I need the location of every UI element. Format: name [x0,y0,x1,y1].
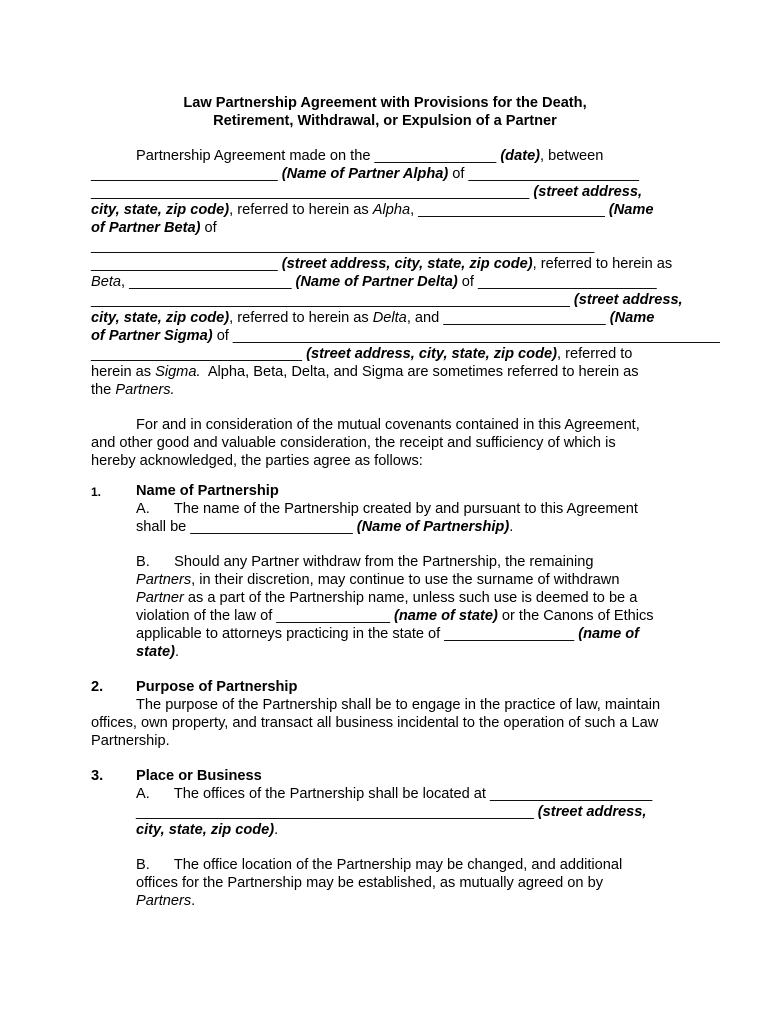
section-3-heading: Place or Business [136,768,262,784]
section-1b-line: B. Should any Partner withdraw from the Partnership, the remaining [136,554,594,570]
document-title-line-2: Retirement, Withdrawal, or Expulsion of a Partner [213,113,557,129]
section-2-number: 2. [91,679,104,695]
intro-line: Partnership Agreement made on the _______________ (date), between [136,148,604,164]
section-1b-line: applicable to attorneys practicing in the state of ________________ (name of [136,626,640,642]
section-2-heading: Purpose of Partnership [136,679,298,695]
section-3a-line: A. The offices of the Partnership shall be located at ____________________ [136,786,653,802]
intro-line: ______________________________________________________ (street address, [91,184,643,200]
intro-line: city, state, zip code), referred to herein as Delta, and ____________________ (Name [91,310,655,326]
section-3b-line: offices for the Partnership may be established, as mutually agreed on by [136,875,603,891]
section-1b-line: Partners, in their discretion, may continue to use the surname of withdrawn [136,572,620,588]
intro-line: of Partner Sigma) of ____________________________________________________________ [91,328,720,344]
section-1-heading: Name of Partnership [136,483,279,499]
section-2-line: Partnership. [91,733,170,749]
intro-line: _______________________ (street address, city, state, zip code), referred to herein as [91,256,673,272]
intro-line: __________________________ (street address, city, state, zip code), referred to [91,346,633,362]
section-1b-line: state). [136,644,179,660]
section-1-number: 1. [91,485,102,499]
consideration-line: and other good and valuable consideration, the receipt and sufficiency of which is [91,435,616,451]
intro-line: ______________________________________________________________ [91,238,595,254]
section-3b-line: Partners. [136,893,196,909]
section-3a-line: _________________________________________________ (street address, [136,804,647,820]
document-title-line-1: Law Partnership Agreement with Provisions for the Death, [183,95,587,111]
intro-line: Beta, ____________________ (Name of Partner Delta) of ______________________ [91,274,657,290]
section-1a-line: shall be ____________________ (Name of Partnership). [136,519,514,535]
section-3a-line: city, state, zip code). [136,822,279,838]
consideration-line: hereby acknowledged, the parties agree as follows: [91,453,423,469]
intro-line: the Partners. [91,382,175,398]
section-1b-line: violation of the law of ______________ (name of state) or the Canons of Ethics [136,608,654,624]
section-1a-line: A. The name of the Partnership created by and pursuant to this Agreement [136,501,638,517]
section-2-line: offices, own property, and transact all business incidental to the operation of such a Law [91,715,659,731]
intro-line: city, state, zip code), referred to herein as Alpha, _______________________ (Name [91,202,654,218]
consideration-line: For and in consideration of the mutual covenants contained in this Agreement, [136,417,640,433]
intro-line: of Partner Beta) of [91,220,217,236]
section-3b-line: B. The office location of the Partnership may be changed, and additional [136,857,623,873]
intro-line: herein as Sigma. Alpha, Beta, Delta, and Sigma are sometimes referred to herein as [91,364,639,380]
section-2-line: The purpose of the Partnership shall be to engage in the practice of law, maintain [136,697,661,713]
section-3-number: 3. [91,768,104,784]
intro-line: ___________________________________________________________ (street address, [91,292,683,308]
intro-line: _______________________ (Name of Partner Alpha) of _____________________ [91,166,639,182]
section-1b-line: Partner as a part of the Partnership name, unless such use is deemed to be a [136,590,638,606]
